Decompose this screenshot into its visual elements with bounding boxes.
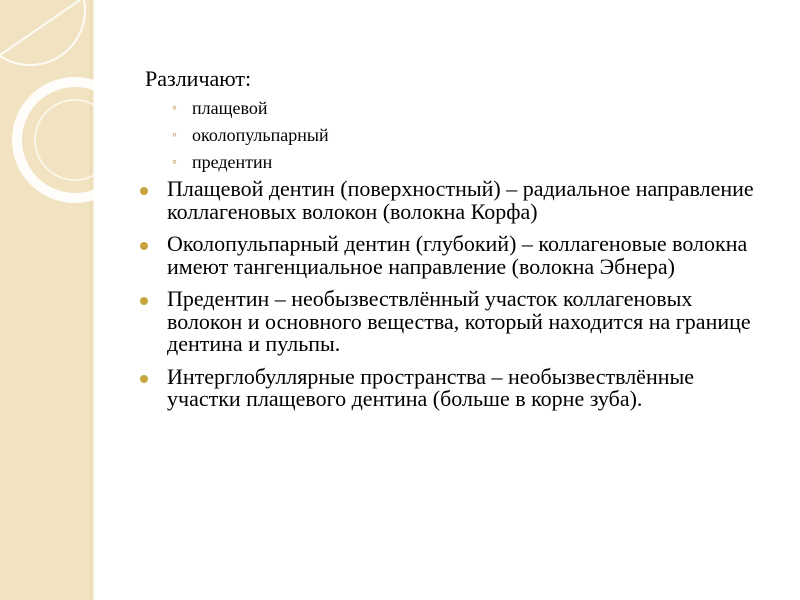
bullet-text: Плащевой дентин (поверхностный) – радиальное направление коллагеновых волокон (волокна Корфа) xyxy=(167,176,754,224)
sub-list-item xyxy=(172,122,329,149)
bullet-text: Околопульпарный дентин (глубокий) – коллагеновые волокна имеют тангенциальное направление (волокна Эбнера) xyxy=(167,231,748,279)
sub-item-text: плащевой xyxy=(192,98,268,118)
deco-circle-top xyxy=(0,0,85,65)
decorative-circles xyxy=(0,0,140,600)
bullet-text: Предентин – необызвествлённый участок коллагеновых волокон и основного вещества, который находится на границе дентина и пульпы. xyxy=(167,286,751,356)
ring-bullet-icon: ◦ xyxy=(172,101,177,116)
dot-bullet-icon xyxy=(140,187,148,195)
bullet-item xyxy=(140,288,765,356)
dot-bullet-icon xyxy=(140,297,148,305)
deco-circle-inner xyxy=(35,100,115,180)
intro-label: Различают: xyxy=(145,66,252,91)
bullet-item xyxy=(140,363,765,411)
sub-item-text: предентин xyxy=(192,152,273,172)
dot-bullet-icon xyxy=(140,375,148,383)
sub-item-text: околопульпарный xyxy=(192,125,329,145)
sub-list-item xyxy=(172,149,329,176)
ring-bullet-icon: ◦ xyxy=(172,155,177,170)
bullet-text: Интерглобуллярные пространства – необызвествлённые участки плащевого дентина (больше в корне зуба). xyxy=(167,363,695,411)
sub-list-item xyxy=(172,95,329,122)
ring-bullet-icon: ◦ xyxy=(172,128,177,143)
dot-bullet-icon xyxy=(140,242,148,250)
deco-diagonal-line xyxy=(0,0,80,55)
main-bullet-list xyxy=(140,178,765,421)
bullet-item xyxy=(140,233,765,278)
bullet-item xyxy=(140,178,765,223)
sub-list xyxy=(172,95,329,176)
